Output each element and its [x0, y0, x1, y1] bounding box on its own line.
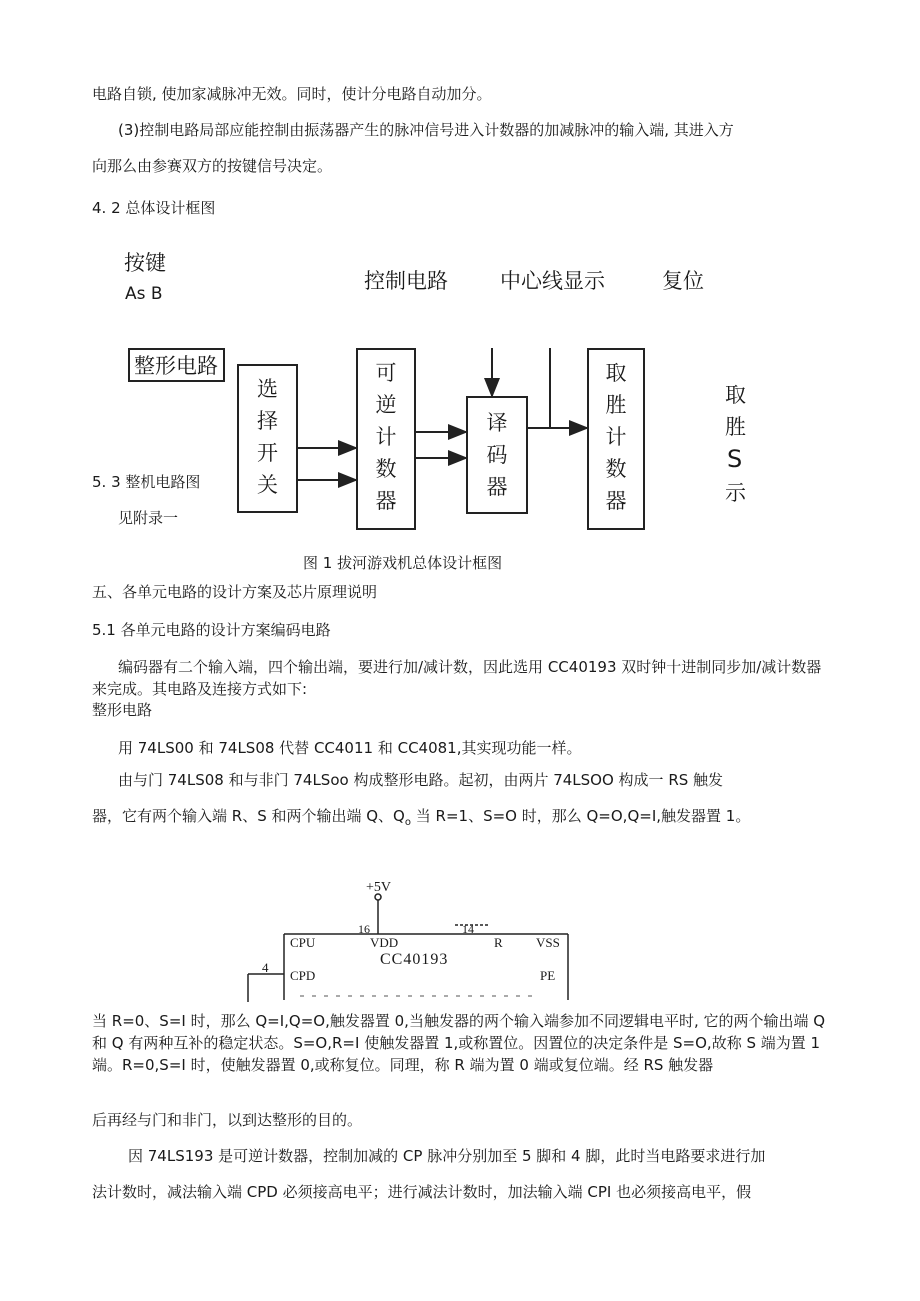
label-reset: 复位	[662, 269, 704, 293]
section-heading: 5. 3 整机电路图	[92, 473, 201, 491]
right-display-char: 示	[725, 481, 746, 505]
subheading: 整形电路	[92, 701, 153, 719]
box-char: 开	[257, 441, 278, 465]
right-display-char: 取	[725, 383, 746, 407]
box-char: 器	[605, 489, 627, 513]
chip-vplus: +5V	[366, 880, 392, 895]
chip-pin-cpu: CPU	[290, 935, 316, 950]
chip-pin-vss: VSS	[536, 935, 560, 950]
chip-pin-number: 14	[462, 922, 474, 936]
paragraph-line: 用 74LS00 和 74LS08 代替 CC4011 和 CC4081,其实现功能一样。	[118, 739, 582, 757]
box-char: 数	[375, 457, 397, 481]
section-heading: 4. 2 总体设计框图	[92, 199, 216, 217]
box-char: 逆	[375, 393, 397, 417]
paragraph-line: 法计数时，减法输入端 CPD 必须接高电平；进行减法计数时，加法输入端 CPI 也必须接高电平，假	[92, 1183, 752, 1201]
text-span: 器，它有两个输入端 R、S 和两个输出端 Q、Q	[92, 807, 405, 825]
box-char: 关	[257, 473, 278, 497]
chip-pin-pe: PE	[540, 968, 556, 983]
box-char: 选	[257, 377, 278, 401]
paragraph: 编码器有二个输入端，四个输出端，要进行加/减计数，因此选用 CC40193 双时钟十进制同步加/减计数器来完成。其电路及连接方式如下:	[92, 658, 822, 698]
chip-pin-vdd: VDD	[370, 935, 399, 950]
box-char: 计	[605, 425, 627, 449]
paragraph-line: (3)控制电路局部应能控制由振荡器产生的脉冲信号进入计数器的加减脉冲的输入端, 其进入方	[118, 121, 734, 139]
text-span: 当 R=1、S=O 时，那么 Q=O,Q=I,触发器置 1。	[411, 807, 751, 825]
label-asb: As B	[125, 284, 163, 301]
label-control-circuit: 控制电路	[364, 269, 448, 293]
paragraph-line: 见附录一	[118, 509, 179, 527]
chip-name: CC40193	[380, 951, 449, 968]
box-char: 器	[486, 475, 508, 499]
box-char: 取	[605, 361, 627, 385]
label-centerline-display: 中心线显示	[500, 269, 605, 293]
label-key: 按键	[124, 251, 166, 275]
box-char: 器	[375, 489, 397, 513]
chip-pin-cpd: CPD	[290, 968, 316, 983]
paragraph-line: 后再经与门和非门，以到达整形的目的。	[92, 1111, 363, 1129]
paragraph-line: 电路自锁, 使加家减脉冲无效。同时，使计分电路自动加分。	[92, 85, 492, 103]
box-char: 码	[486, 443, 508, 467]
chip-pin-r: R	[494, 935, 503, 950]
paragraph: 当 R=0、S=I 时，那么 Q=I,Q=O,触发器置 0,当触发器的两个输入端参加不同逻辑电平时, 它的两个输出端 Q 和 Q 有两种互补的稳定状态。S=O,R=I 使触发器置 1,或称置位。因置位的决定条件是 S=O,故称 S 端为置 1 端。R=0,S=I 时，使触发器置 0,或称复位。同理，称 R 端为置 0 端或复位端。经 RS 触发器	[92, 1012, 826, 1074]
chip-pin-number: 16	[358, 922, 370, 936]
box-char: 数	[605, 457, 627, 481]
figure-caption: 图 1 拔河游戏机总体设计框图	[303, 554, 503, 572]
section-heading: 5.1 各单元电路的设计方案编码电路	[92, 621, 331, 639]
box-char: 胜	[605, 393, 627, 417]
chip-pin-number: 4	[262, 960, 269, 975]
box-char: 译	[486, 411, 508, 435]
right-display-char: 胜	[725, 415, 746, 439]
box-char: 可	[375, 361, 397, 385]
paragraph-line: 因 74LS193 是可逆计数器，控制加减的 CP 脉冲分别加至 5 脚和 4 脚，此时当电路要求进行加	[128, 1147, 766, 1165]
right-display-char: S	[727, 445, 743, 473]
paragraph-line: 由与门 74LS08 和与非门 74LSoo 构成整形电路。起初，由两片 74LSOO 构成一 RS 触发	[118, 771, 724, 789]
paragraph-line: 向那么由参赛双方的按键信号决定。	[92, 157, 333, 175]
box-shaping-label: 整形电路	[134, 354, 218, 378]
chapter-heading: 五、各单元电路的设计方案及芯片原理说明	[92, 583, 378, 601]
box-char: 计	[375, 425, 397, 449]
box-char: 择	[257, 409, 278, 433]
subscript: o	[404, 817, 411, 828]
